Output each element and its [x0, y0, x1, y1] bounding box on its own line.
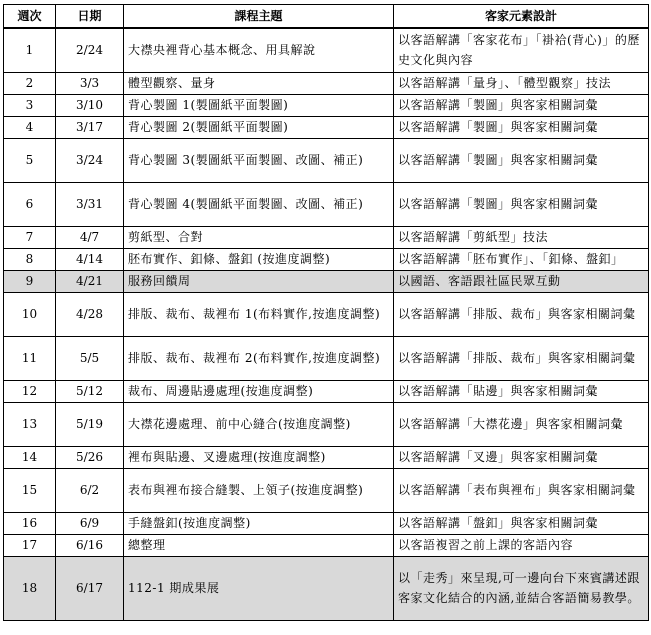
- week-cell: 6: [4, 182, 56, 226]
- date-cell: 4/14: [56, 248, 124, 270]
- topic-cell: 服務回饋周: [124, 270, 394, 292]
- date-cell: 6/17: [56, 556, 124, 620]
- table-row: [4, 556, 649, 620]
- table-row: [4, 534, 649, 556]
- week-cell: 13: [4, 402, 56, 446]
- hakka-element-cell: 以客語解講「大襟花邊」與客家相關詞彙: [394, 402, 649, 446]
- topic-cell: 剪紙型、合對: [124, 226, 394, 248]
- topic-cell: 胚布實作、釦條、盤釦 (按進度調整): [124, 248, 394, 270]
- topic-cell: 大襟花邊處理、前中心縫合(按進度調整): [124, 402, 394, 446]
- date-cell: 2/24: [56, 28, 124, 72]
- hakka-element-cell: 以國語、客語跟社區民眾互動: [394, 270, 649, 292]
- topic-cell: 體型觀察、量身: [124, 72, 394, 94]
- topic-cell: 裡布與貼邊、叉邊處理(按進度調整): [124, 446, 394, 468]
- table-row: [4, 94, 649, 116]
- week-cell: 12: [4, 380, 56, 402]
- date-cell: 3/10: [56, 94, 124, 116]
- topic-cell: 總整理: [124, 534, 394, 556]
- hakka-element-cell: 以客語解講「製圖」與客家相關詞彙: [394, 138, 649, 182]
- table-row: [4, 512, 649, 534]
- header-topic: 課程主題: [124, 5, 394, 29]
- week-cell: 7: [4, 226, 56, 248]
- table-row: [4, 468, 649, 512]
- hakka-element-cell: 以客語解講「胚布實作」、「釦條、盤釦」: [394, 248, 649, 270]
- date-cell: 3/31: [56, 182, 124, 226]
- hakka-element-cell: 以客語解講「叉邊」與客家相關詞彙: [394, 446, 649, 468]
- hakka-element-cell: 以客語解講「量身」、「體型觀察」技法: [394, 72, 649, 94]
- hakka-element-cell: 以客語解講「製圖」與客家相關詞彙: [394, 116, 649, 138]
- table-row: [4, 292, 649, 336]
- topic-cell: 背心製圖 1(製圖紙平面製圖): [124, 94, 394, 116]
- date-cell: 6/9: [56, 512, 124, 534]
- week-cell: 8: [4, 248, 56, 270]
- table-row: [4, 72, 649, 94]
- week-cell: 17: [4, 534, 56, 556]
- date-cell: 6/2: [56, 468, 124, 512]
- hakka-element-cell: 以客語解講「製圖」與客家相關詞彙: [394, 94, 649, 116]
- table-row: [4, 446, 649, 468]
- table-row: [4, 138, 649, 182]
- week-cell: 4: [4, 116, 56, 138]
- table-row: [4, 270, 649, 292]
- week-cell: 1: [4, 28, 56, 72]
- date-cell: 4/28: [56, 292, 124, 336]
- week-cell: 16: [4, 512, 56, 534]
- date-cell: 5/12: [56, 380, 124, 402]
- week-cell: 9: [4, 270, 56, 292]
- date-cell: 3/17: [56, 116, 124, 138]
- topic-cell: 表布與裡布接合縫製、上領子(按進度調整): [124, 468, 394, 512]
- week-cell: 5: [4, 138, 56, 182]
- week-cell: 18: [4, 556, 56, 620]
- date-cell: 5/26: [56, 446, 124, 468]
- date-cell: 5/5: [56, 336, 124, 380]
- table-body: [4, 28, 649, 620]
- week-cell: 3: [4, 94, 56, 116]
- topic-cell: 背心製圖 4(製圖紙平面製圖、改圖、補正): [124, 182, 394, 226]
- hakka-element-cell: 以客語解講「貼邊」與客家相關詞彙: [394, 380, 649, 402]
- topic-cell: 背心製圖 3(製圖紙平面製圖、改圖、補正): [124, 138, 394, 182]
- table-row: [4, 28, 649, 72]
- week-cell: 14: [4, 446, 56, 468]
- course-table-wrapper: [3, 4, 649, 621]
- table-row: [4, 182, 649, 226]
- table-row: [4, 402, 649, 446]
- week-cell: 11: [4, 336, 56, 380]
- topic-cell: 背心製圖 2(製圖紙平面製圖): [124, 116, 394, 138]
- hakka-element-cell: 以客語解講「客家花布」「褂袷(背心)」的歷史文化與內容: [394, 28, 649, 72]
- table-row: [4, 336, 649, 380]
- date-cell: 6/16: [56, 534, 124, 556]
- header-hakka-element: 客家元素設計: [394, 5, 649, 29]
- topic-cell: 排版、裁布、裁裡布 2(布料實作,按進度調整): [124, 336, 394, 380]
- topic-cell: 排版、裁布、裁裡布 1(布料實作,按進度調整): [124, 292, 394, 336]
- table-row: [4, 248, 649, 270]
- week-cell: 2: [4, 72, 56, 94]
- date-cell: 5/19: [56, 402, 124, 446]
- hakka-element-cell: 以客語解講「表布與裡布」與客家相關詞彙: [394, 468, 649, 512]
- hakka-element-cell: 以客語解講「剪紙型」技法: [394, 226, 649, 248]
- week-cell: 10: [4, 292, 56, 336]
- hakka-element-cell: 以客語解講「排版、裁布」與客家相關詞彙: [394, 292, 649, 336]
- table-row: [4, 226, 649, 248]
- date-cell: 4/7: [56, 226, 124, 248]
- date-cell: 3/24: [56, 138, 124, 182]
- topic-cell: 大襟央裡背心基本概念、用具解說: [124, 28, 394, 72]
- hakka-element-cell: 以客語解講「盤釦」與客家相關詞彙: [394, 512, 649, 534]
- date-cell: 3/3: [56, 72, 124, 94]
- header-date: 日期: [56, 5, 124, 29]
- header-week: 週次: [4, 5, 56, 29]
- date-cell: 4/21: [56, 270, 124, 292]
- week-cell: 15: [4, 468, 56, 512]
- topic-cell: 112-1 期成果展: [124, 556, 394, 620]
- table-row: [4, 116, 649, 138]
- topic-cell: 手縫盤釦(按進度調整): [124, 512, 394, 534]
- topic-cell: 裁布、周邊貼邊處理(按進度調整): [124, 380, 394, 402]
- table-row: [4, 380, 649, 402]
- hakka-element-cell: 以「走秀」來呈現,可一邊向台下來賓講述跟客家文化結合的內涵,並結合客語簡易教學。: [394, 556, 649, 620]
- hakka-element-cell: 以客語解講「排版、裁布」與客家相關詞彙: [394, 336, 649, 380]
- hakka-element-cell: 以客語複習之前上課的客語內容: [394, 534, 649, 556]
- table-header-row: [4, 5, 649, 29]
- hakka-element-cell: 以客語解講「製圖」與客家相關詞彙: [394, 182, 649, 226]
- course-schedule-table: [3, 4, 649, 621]
